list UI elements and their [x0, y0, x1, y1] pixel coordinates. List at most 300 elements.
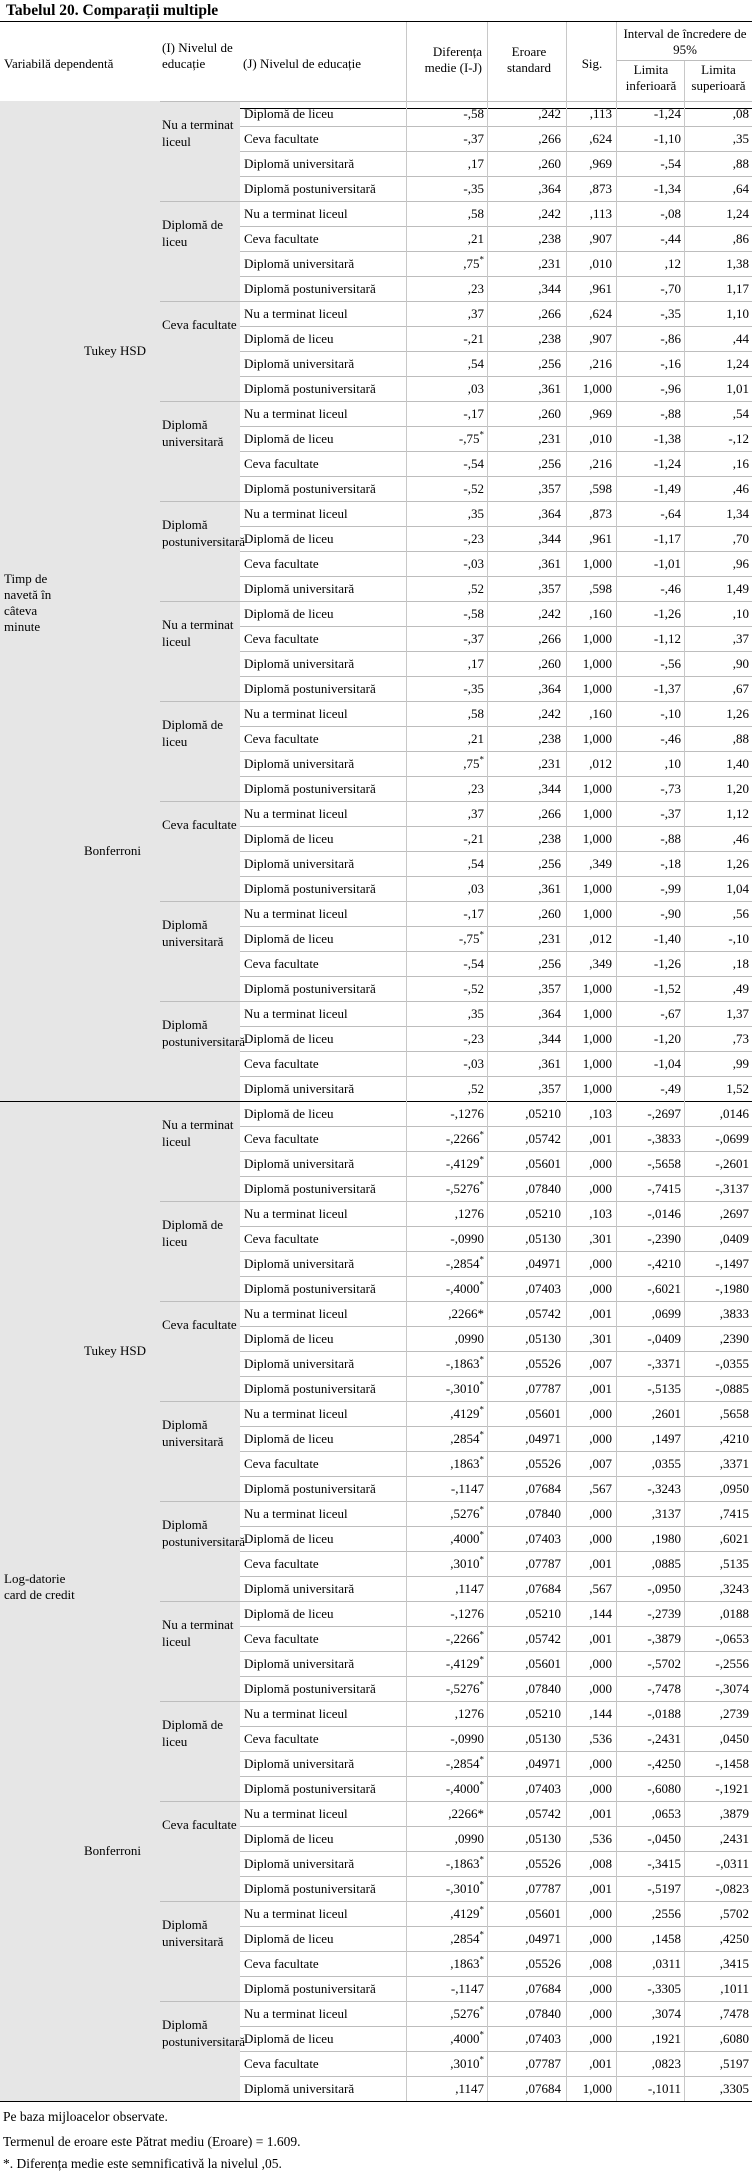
std-error-cell-value: ,07840	[525, 1681, 561, 1696]
significance-marker: *	[479, 1254, 484, 1265]
sig-cell-value: ,598	[589, 481, 612, 496]
sig-cell-value: ,624	[589, 306, 612, 321]
significance-marker: *	[479, 1354, 484, 1365]
lower-limit-cell-value: ,1921	[651, 2031, 681, 2046]
lower-limit-cell-value: -1,38	[653, 431, 681, 446]
row-rule	[240, 1251, 752, 1252]
std-error-cell-value: ,05601	[525, 1906, 561, 1921]
i-level-label: Diplomă universitară	[162, 1417, 224, 1449]
std-error-cell-value: ,05210	[525, 1106, 561, 1121]
sig-cell-value: ,349	[589, 856, 612, 871]
row-rule	[240, 1326, 752, 1327]
comparison-j-level: Diplomă universitară	[244, 2081, 355, 2096]
i-level-label: Diplomă de liceu	[162, 717, 224, 749]
std-error-cell-value: ,05130	[525, 1731, 561, 1746]
mean-difference-cell-value: -,75	[458, 931, 480, 946]
sig-cell-value: ,010	[589, 431, 612, 446]
upper-limit-cell	[659, 626, 749, 651]
i-level-label: Diplomă postuniversitară	[162, 1517, 246, 1549]
std-error-cell-value: ,344	[538, 281, 561, 296]
comparison-j-level: Nu a terminat liceul	[244, 1306, 348, 1321]
mean-difference-cell-value: -,17	[463, 906, 484, 921]
upper-limit-cell-value: ,2739	[719, 1706, 749, 1721]
lower-limit-cell-value: -,10	[660, 706, 681, 721]
std-error-cell-value: ,05601	[525, 1156, 561, 1171]
upper-limit-cell-value: -,2601	[715, 1156, 749, 1171]
significance-marker: *	[479, 1454, 484, 1465]
upper-limit-cell	[659, 576, 749, 601]
group-rule	[160, 1701, 752, 1702]
upper-limit-cell-value: 1,49	[726, 581, 749, 596]
mean-difference-cell-value: -,75	[458, 431, 480, 446]
lower-limit-cell-value: -,0409	[647, 1331, 681, 1346]
mean-difference-cell-value: -,1863	[445, 1356, 480, 1371]
row-rule	[240, 276, 752, 277]
row-rule	[240, 1626, 752, 1627]
std-error-cell-value: ,05742	[525, 1131, 561, 1146]
upper-limit-cell-value: ,99	[732, 1056, 749, 1071]
comparison-j-level: Diplomă de liceu	[244, 831, 334, 846]
upper-limit-cell	[659, 1826, 749, 1851]
sig-cell-value: ,000	[589, 1281, 612, 1296]
significance-marker: *	[479, 1654, 484, 1665]
upper-limit-cell-value: ,64	[732, 181, 749, 196]
lower-limit-cell-value: -,16	[660, 356, 681, 371]
upper-limit-cell-value: ,96	[732, 556, 749, 571]
std-error-cell-value: ,238	[538, 331, 561, 346]
comparison-j-level: Nu a terminat liceul	[244, 2006, 348, 2021]
upper-limit-cell-value: ,6021	[719, 1531, 749, 1546]
row-rule	[240, 351, 752, 352]
lower-limit-cell-value: -,3243	[647, 1481, 681, 1496]
upper-limit-cell-value: ,90	[732, 656, 749, 671]
mean-difference-cell-value: -,58	[463, 106, 484, 121]
lower-limit-cell-value: -,86	[660, 331, 681, 346]
upper-limit-cell	[659, 676, 749, 701]
std-error-cell-value: ,344	[538, 531, 561, 546]
upper-limit-cell	[659, 476, 749, 501]
upper-limit-cell	[659, 201, 749, 226]
significance-marker: *	[479, 1429, 484, 1440]
column-separator	[487, 22, 488, 101]
mean-difference-cell-value: -,5276	[445, 1181, 480, 1196]
row-rule	[240, 1576, 752, 1577]
comparison-j-level: Diplomă de liceu	[244, 1606, 334, 1621]
row-rule	[240, 1551, 752, 1552]
row-rule	[240, 1826, 752, 1827]
header-lower-limit: Limita inferioară	[625, 62, 677, 93]
sig-cell-value: 1,000	[582, 781, 612, 796]
lower-limit-cell-value: -,3415	[647, 1856, 681, 1871]
upper-limit-cell-value: 1,20	[726, 781, 749, 796]
comparison-j-level: Diplomă universitară	[244, 1581, 355, 1596]
mean-difference-cell-value: -,1147	[450, 1981, 484, 1996]
row-rule	[240, 776, 752, 777]
row-rule	[240, 676, 752, 677]
comparison-j-level: Nu a terminat liceul	[244, 1706, 348, 1721]
mean-difference-cell-value: ,23	[467, 281, 484, 296]
comparison-j-level: Nu a terminat liceul	[244, 1806, 348, 1821]
i-level-label: Diplomă de liceu	[162, 1717, 224, 1749]
std-error-cell-value: ,05526	[525, 1456, 561, 1471]
upper-limit-cell	[659, 1176, 749, 1201]
significance-marker: *	[479, 1904, 484, 1915]
upper-limit-cell-value: ,3371	[719, 1456, 749, 1471]
mean-difference-cell-value: -,03	[463, 556, 484, 571]
mean-difference-cell-value: ,0990	[454, 1331, 484, 1346]
upper-limit-cell-value: ,3415	[719, 1956, 749, 1971]
std-error-cell-value: ,357	[538, 581, 561, 596]
row-rule	[240, 1376, 752, 1377]
comparison-j-level: Ceva facultate	[244, 556, 319, 571]
upper-limit-cell	[659, 1701, 749, 1726]
mean-difference-cell-value: -,0990	[450, 1231, 484, 1246]
comparison-j-level: Ceva facultate	[244, 231, 319, 246]
significance-marker: *	[479, 1629, 484, 1640]
upper-limit-cell-value: ,54	[732, 406, 749, 421]
row-rule	[240, 2051, 752, 2052]
header-sig: Sig.	[581, 56, 603, 71]
mean-difference-cell-value: -,35	[463, 681, 484, 696]
row-rule	[240, 1851, 752, 1852]
significance-marker: *	[479, 1379, 484, 1390]
sig-cell-value: ,301	[589, 1231, 612, 1246]
header-i-level: (I) Nivelul de educație	[162, 40, 233, 71]
upper-limit-cell-value: -,3074	[715, 1681, 749, 1696]
upper-limit-cell-value: 1,40	[726, 756, 749, 771]
upper-limit-cell	[659, 776, 749, 801]
row-rule	[240, 451, 752, 452]
comparison-j-level: Diplomă universitară	[244, 756, 355, 771]
std-error-cell-value: ,05526	[525, 1856, 561, 1871]
i-level-label: Diplomă universitară	[162, 917, 224, 949]
std-error-cell-value: ,231	[538, 431, 561, 446]
std-error-cell-value: ,361	[538, 1056, 561, 1071]
row-rule	[240, 176, 752, 177]
upper-limit-cell-value: 1,38	[726, 256, 749, 271]
upper-limit-cell	[659, 1376, 749, 1401]
std-error-cell-value: ,242	[538, 606, 561, 621]
comparison-j-level: Diplomă postuniversitară	[244, 981, 376, 996]
upper-limit-cell-value: ,49	[732, 981, 749, 996]
i-level-label: Ceva facultate	[162, 1317, 237, 1332]
std-error-cell-value: ,260	[538, 406, 561, 421]
sig-cell-value: ,000	[589, 2031, 612, 2046]
row-rule	[240, 1676, 752, 1677]
comparison-j-level: Ceva facultate	[244, 1056, 319, 1071]
upper-limit-cell-value: 1,12	[726, 806, 749, 821]
upper-limit-cell-value: -,0823	[715, 1881, 749, 1896]
significance-marker: *	[479, 2004, 484, 2015]
sig-cell-value: ,961	[589, 531, 612, 546]
row-rule	[240, 626, 752, 627]
mean-difference-cell-value: ,54	[467, 856, 484, 871]
significance-marker: *	[479, 254, 484, 265]
upper-limit-cell-value: ,2390	[719, 1331, 749, 1346]
upper-limit-cell	[659, 1776, 749, 1801]
sig-cell-value: ,000	[589, 1506, 612, 1521]
upper-limit-cell-value: ,3833	[719, 1306, 749, 1321]
upper-limit-cell-value: 1,04	[726, 881, 749, 896]
header-j-level: (J) Nivelul de educație	[243, 56, 362, 71]
row-rule	[240, 526, 752, 527]
row-rule	[240, 1976, 752, 1977]
upper-limit-cell-value: 1,34	[726, 506, 749, 521]
mean-difference-cell-value: -,54	[463, 456, 484, 471]
row-rule	[240, 1876, 752, 1877]
upper-limit-cell-value: ,2697	[719, 1206, 749, 1221]
row-rule	[240, 1076, 752, 1077]
upper-limit-cell-value: ,0450	[719, 1731, 749, 1746]
mean-difference-cell-value: ,21	[467, 731, 484, 746]
lower-limit-cell-value: -,64	[660, 506, 681, 521]
row-rule	[240, 1526, 752, 1527]
lower-limit-cell-value: -,56	[660, 656, 681, 671]
std-error-cell-value: ,344	[538, 1031, 561, 1046]
row-rule	[240, 576, 752, 577]
std-error-cell-value: ,04971	[525, 1431, 561, 1446]
test-method-label: Tukey HSD	[84, 343, 147, 358]
lower-limit-cell-value: -,88	[660, 406, 681, 421]
mean-difference-cell-value: ,03	[467, 881, 484, 896]
group-rule	[160, 1001, 752, 1002]
row-rule	[240, 1751, 752, 1752]
lower-limit-cell-value: -,2390	[647, 1231, 681, 1246]
std-error-cell-value: ,266	[538, 131, 561, 146]
comparison-j-level: Nu a terminat liceul	[244, 406, 348, 421]
header-top-rule	[0, 21, 752, 22]
lower-limit-cell-value: -,3371	[647, 1356, 681, 1371]
row-rule	[240, 1351, 752, 1352]
sig-cell-value: ,000	[589, 1906, 612, 1921]
mean-difference-cell-value: ,03	[467, 381, 484, 396]
mean-difference-cell-value: -,35	[463, 181, 484, 196]
upper-limit-cell	[659, 351, 749, 376]
upper-limit-cell	[659, 226, 749, 251]
comparison-j-level: Diplomă postuniversitară	[244, 1681, 376, 1696]
sig-cell-value: 1,000	[582, 906, 612, 921]
mean-difference-cell-value: ,2266*	[448, 1306, 484, 1321]
i-level-label: Nu a terminat liceul	[162, 117, 234, 149]
mean-difference-cell-value: -,37	[463, 131, 484, 146]
significance-marker: *	[479, 2054, 484, 2065]
upper-limit-cell-value: -,10	[728, 931, 749, 946]
lower-limit-cell-value: ,1980	[651, 1531, 681, 1546]
mean-difference-cell-value: ,3010	[450, 1556, 480, 1571]
lower-limit-cell-value: -1,24	[653, 456, 681, 471]
comparison-j-level: Diplomă de liceu	[244, 531, 334, 546]
std-error-cell-value: ,05526	[525, 1956, 561, 1971]
upper-limit-cell-value: 1,24	[726, 206, 749, 221]
upper-limit-cell-value: ,56	[732, 906, 749, 921]
upper-limit-cell-value: ,3243	[719, 1581, 749, 1596]
lower-limit-cell-value: -1,20	[653, 1031, 681, 1046]
comparison-j-level: Nu a terminat liceul	[244, 1406, 348, 1421]
upper-limit-cell	[659, 376, 749, 401]
lower-limit-cell-value: ,2556	[651, 1906, 681, 1921]
std-error-cell-value: ,364	[538, 681, 561, 696]
std-error-cell-value: ,04971	[525, 1256, 561, 1271]
lower-limit-cell-value: -1,24	[653, 106, 681, 121]
upper-limit-cell	[659, 1251, 749, 1276]
sig-cell-value: 1,000	[582, 1081, 612, 1096]
upper-limit-cell-value: ,35	[732, 131, 749, 146]
upper-limit-cell	[659, 1601, 749, 1626]
lower-limit-cell-value: -,7478	[647, 1681, 681, 1696]
comparison-j-level: Diplomă postuniversitară	[244, 1381, 376, 1396]
upper-limit-cell-value: ,70	[732, 531, 749, 546]
lower-limit-cell-value: -,1011	[647, 2081, 681, 2096]
mean-difference-cell-value: ,75	[463, 756, 480, 771]
lower-limit-cell-value: -,3879	[647, 1631, 681, 1646]
comparison-j-level: Diplomă de liceu	[244, 1531, 334, 1546]
comparison-j-level: Ceva facultate	[244, 456, 319, 471]
std-error-cell-value: ,256	[538, 956, 561, 971]
sig-cell-value: ,001	[589, 1631, 612, 1646]
test-method-label: Bonferroni	[84, 843, 142, 858]
upper-limit-cell	[659, 1151, 749, 1176]
upper-limit-cell	[659, 1876, 749, 1901]
comparison-j-level: Nu a terminat liceul	[244, 906, 348, 921]
lower-limit-cell-value: -,35	[660, 306, 681, 321]
std-error-cell-value: ,07403	[525, 1531, 561, 1546]
comparison-j-level: Diplomă postuniversitară	[244, 1481, 376, 1496]
row-rule	[240, 151, 752, 152]
upper-limit-cell	[659, 1676, 749, 1701]
upper-limit-cell	[659, 426, 749, 451]
group-rule	[160, 1901, 752, 1902]
std-error-cell-value: ,07684	[525, 2081, 561, 2096]
std-error-cell-value: ,256	[538, 356, 561, 371]
lower-limit-cell-value: -,18	[660, 856, 681, 871]
sig-cell-value: 1,000	[582, 1056, 612, 1071]
std-error-cell-value: ,364	[538, 506, 561, 521]
std-error-cell-value: ,05210	[525, 1206, 561, 1221]
upper-limit-cell	[659, 851, 749, 876]
mean-difference-cell-value: -,21	[463, 331, 484, 346]
upper-limit-cell	[659, 1926, 749, 1951]
comparison-j-level: Diplomă universitară	[244, 1656, 355, 1671]
sig-cell-value: ,907	[589, 231, 612, 246]
sig-cell-value: ,144	[589, 1606, 612, 1621]
upper-limit-cell	[659, 1076, 749, 1101]
mean-difference-cell-value: -,2266	[445, 1131, 480, 1146]
std-error-cell-value: ,05130	[525, 1331, 561, 1346]
row-rule	[240, 1426, 752, 1427]
sig-cell-value: 1,000	[582, 1006, 612, 1021]
upper-limit-cell	[659, 1051, 749, 1076]
comparison-j-level: Ceva facultate	[244, 1456, 319, 1471]
row-rule	[240, 1126, 752, 1127]
upper-limit-cell-value: -,1458	[715, 1756, 749, 1771]
lower-limit-cell-value: ,1458	[651, 1931, 681, 1946]
upper-limit-cell-value: ,0146	[719, 1106, 749, 1121]
sig-cell-value: 1,000	[582, 556, 612, 571]
comparison-j-level: Diplomă universitară	[244, 1356, 355, 1371]
group-rule	[160, 1801, 752, 1802]
sig-cell-value: ,536	[589, 1831, 612, 1846]
mean-difference-cell-value: -,17	[463, 406, 484, 421]
mean-difference-cell-value: -,4000	[445, 1281, 480, 1296]
upper-limit-cell-value: -,0699	[715, 1131, 749, 1146]
lower-limit-cell-value: ,3137	[651, 1506, 681, 1521]
std-error-cell-value: ,07840	[525, 1181, 561, 1196]
upper-limit-cell	[659, 651, 749, 676]
comparison-j-level: Diplomă de liceu	[244, 1931, 334, 1946]
sig-cell-value: ,000	[589, 1781, 612, 1796]
std-error-cell-value: ,05601	[525, 1656, 561, 1671]
upper-limit-cell-value: 1,52	[726, 1081, 749, 1096]
column-separator	[616, 22, 617, 101]
std-error-cell-value: ,05210	[525, 1606, 561, 1621]
row-rule	[240, 1776, 752, 1777]
sig-cell-value: ,113	[589, 106, 612, 121]
std-error-cell-value: ,266	[538, 306, 561, 321]
upper-limit-cell-value: ,4210	[719, 1431, 749, 1446]
comparison-j-level: Ceva facultate	[244, 1231, 319, 1246]
mean-difference-cell-value: -,03	[463, 1056, 484, 1071]
upper-limit-cell-value: ,67	[732, 681, 749, 696]
lower-limit-cell-value: -1,04	[653, 1056, 681, 1071]
std-error-cell-value: ,05742	[525, 1806, 561, 1821]
mean-difference-cell-value: ,58	[467, 706, 484, 721]
i-level-label: Ceva facultate	[162, 1817, 237, 1832]
std-error-cell-value: ,357	[538, 1081, 561, 1096]
row-rule	[240, 651, 752, 652]
upper-limit-cell	[659, 1401, 749, 1426]
sig-cell-value: ,873	[589, 506, 612, 521]
footnote-significance: *. Diferența medie este semnificativă la nivelul ,05.	[3, 2156, 282, 2171]
lower-limit-cell-value: -,7415	[647, 1181, 681, 1196]
sig-cell-value: ,160	[589, 606, 612, 621]
upper-limit-cell-value: ,5702	[719, 1906, 749, 1921]
sig-cell-value: 1,000	[582, 881, 612, 896]
comparison-j-level: Ceva facultate	[244, 1556, 319, 1571]
row-rule	[240, 126, 752, 127]
comparison-j-level: Diplomă universitară	[244, 1756, 355, 1771]
upper-limit-cell-value: ,46	[732, 481, 749, 496]
mean-difference-cell-value: ,3010	[450, 2056, 480, 2071]
sig-cell-value: ,216	[589, 356, 612, 371]
std-error-cell-value: ,238	[538, 731, 561, 746]
comparison-j-level: Ceva facultate	[244, 956, 319, 971]
mean-difference-cell-value: -,2266	[445, 1631, 480, 1646]
row-rule	[240, 1051, 752, 1052]
lower-limit-cell-value: -,2431	[647, 1731, 681, 1746]
sig-cell-value: ,144	[589, 1706, 612, 1721]
std-error-cell-value: ,07403	[525, 1781, 561, 1796]
row-rule	[240, 1226, 752, 1227]
comparison-j-level: Ceva facultate	[244, 631, 319, 646]
upper-limit-cell-value: ,3305	[719, 2081, 749, 2096]
row-rule	[240, 951, 752, 952]
upper-limit-cell	[659, 2001, 749, 2026]
mean-difference-cell-value: ,4000	[450, 2031, 480, 2046]
significance-marker: *	[479, 1279, 484, 1290]
std-error-cell-value: ,357	[538, 481, 561, 496]
comparison-j-level: Diplomă de liceu	[244, 1431, 334, 1446]
upper-limit-cell	[659, 1276, 749, 1301]
upper-limit-cell	[659, 1501, 749, 1526]
upper-limit-cell	[659, 151, 749, 176]
group-rule	[160, 1201, 752, 1202]
significance-marker: *	[479, 1929, 484, 1940]
footnote-error-term: Termenul de eroare este Pătrat mediu (Eroare) = 1.609.	[3, 2134, 301, 2149]
sig-cell-value: 1,000	[582, 656, 612, 671]
upper-limit-cell	[659, 1101, 749, 1126]
significance-marker: *	[479, 1129, 484, 1140]
sig-cell-value: 1,000	[582, 806, 612, 821]
